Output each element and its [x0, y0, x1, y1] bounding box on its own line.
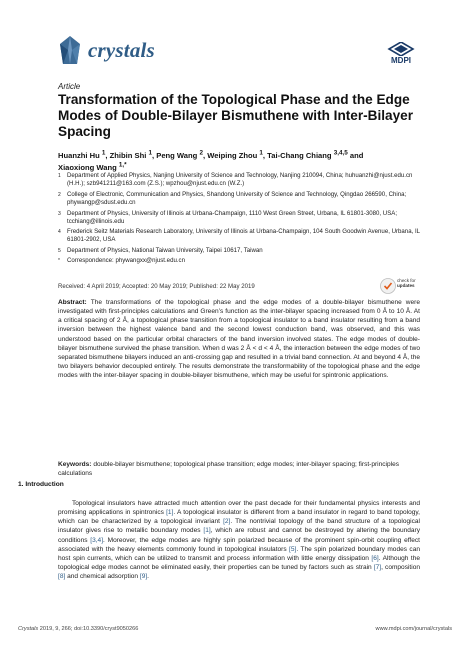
citation-link[interactable]: [1]: [203, 527, 211, 535]
publisher-name: MDPI: [391, 56, 411, 65]
author: Huanzhi Hu $^1$,: [58, 149, 110, 160]
author: Xiaoxiong Wang $^{1,*}$: [58, 161, 127, 173]
citation-link[interactable]: [5]: [289, 545, 297, 553]
affiliation: 1 Department of Applied Physics, Nanjing University of Science and Technology, Nanjing 210094, China; huhuanzhi@njust.edu.cn (H.H.); szb941211@163.com (Z.S.); wpzhou@njust.edu.cn (W.Z.): [58, 172, 413, 187]
abstract-label: Abstract:: [58, 299, 87, 306]
article-type: Article: [58, 82, 81, 91]
journal-url[interactable]: www.mdpi.com/journal/crystals: [375, 626, 452, 632]
check-for-updates-label[interactable]: check for updates: [397, 278, 416, 288]
citation-link[interactable]: [9]: [139, 573, 148, 581]
affiliation: 3 Department of Physics, University of Illinois at Urbana-Champaign, 1110 West Green Street, Urbana, IL 61801-3080, USA; tcchiang@illinois.edu: [58, 210, 398, 225]
keywords: [58, 460, 420, 478]
author: Zhibin Shi $^1$,: [109, 149, 157, 160]
citation-link[interactable]: [2]: [223, 518, 231, 526]
citation-link[interactable]: [6]: [371, 554, 379, 562]
affiliation: 4 Frederick Seitz Materials Research Laboratory, University of Illinois at Urbana-Champaign, 104 South Goodwin Avenue, Urbana, IL 61801-2902, USA: [58, 228, 420, 243]
article-title: Transformation of the Topological Phase and the Edge Modes of Double-Bilayer Bismuthene with Inter-Bilayer Spacing: [58, 92, 414, 139]
citation-link[interactable]: [1]: [166, 509, 174, 517]
journal-name: crystals: [88, 38, 155, 62]
abstract: [58, 298, 420, 380]
journal-header: [58, 36, 420, 70]
abstract-text: The transformations of the topological phase and the edge modes of a double-bilayer bismuthene were investigated with first-principles calculations and Green’s function as the inter-bilayer spacing increased from 0 Å to 10 Å. At a critical spacing of 2 Å, a topological phase transition from a topological insulator to a band insulator resulting from a band inversion between the highest valence band and the second lowest conduction band, was observed, and this was understood based on the particular orbital characters of the band inversion involved states. The edge modes of double-bilayer bismuthene survived the phase transition. When d was 2 Å < d < 4 Å, the interaction between the edge modes of two separated bismuthene bilayers induced an anti-crossing gap and resulted in a trivial band connection. At and beyond 4 Å, the two bilayers behavior decoupled entirely. The results demonstrate the transformability of the topological phase and the edge modes with the inter-bilayer spacing in double-bilayer bismuthene, which may be useful for spintronic applications.: [58, 299, 420, 380]
affiliation: 5 Department of Physics, National Taiwan University, Taipei 10617, Taiwan: [58, 247, 263, 254]
citation-link[interactable]: [8]: [58, 573, 66, 581]
author-list: [58, 148, 420, 173]
introduction-paragraph: Topological insulators have attracted much attention over the past decade for their fundamental physics interests and promising applications in spintronics [1]. A topological insulator is different from a band insulator in regard to band topology, which can be characterized by a topological invariant [2]. The nontrivial topology of the band structure of a topological insulator gives rise to metallic boundary modes [1], which are robust and cannot be destroyed by altering the boundary conditions [3,4]. Moreover, the edge modes are highly spin polarized because of the prominent spin-orbit coupling effect associated with the heavy elements commonly found in topological insulators [5]. The spin polarized boundary modes can host spin currents, which can be utilized to transmit and process information with little energy dissipation [6]. Although the topological edge modes cannot be eliminated easily, their properties can be tuned by factors such as strain [7], composition [8] and chemical adsorption [9].: [58, 500, 420, 581]
affiliation: 2 College of Electronic, Communication and Physics, Shandong University of Science and Technology, Qingdao 266590, China; phywangp@sdust.edu.cn: [58, 191, 407, 206]
keywords-text: double-bilayer bismuthene; topological phase transition; edge modes; inter-bilayer spacing; first-principles calculations: [58, 461, 399, 478]
section-heading: 1. Introduction: [18, 481, 64, 488]
citation-link[interactable]: [7]: [373, 564, 382, 572]
correspondence: * Correspondence: phywangxx@njust.edu.cn: [58, 257, 185, 264]
author: Weiping Zhou $^1$,: [207, 149, 268, 160]
mdpi-mark-icon: [382, 42, 420, 56]
citation-line: Crystals 2019, 9, 266; doi:10.3390/cryst9050266: [18, 626, 139, 632]
mdpi-logo: [382, 42, 420, 70]
keywords-label: Keywords:: [58, 461, 92, 468]
author: Tai-Chang Chiang $^{3,4,5}$ and: [267, 149, 364, 160]
crystals-logo-icon: [58, 36, 82, 66]
author: Peng Wang $^2$,: [156, 149, 208, 160]
citation-link[interactable]: [3,4]: [90, 536, 104, 544]
publication-dates: Received: 4 April 2019; Accepted: 20 May 2019; Published: 22 May 2019: [58, 283, 255, 290]
